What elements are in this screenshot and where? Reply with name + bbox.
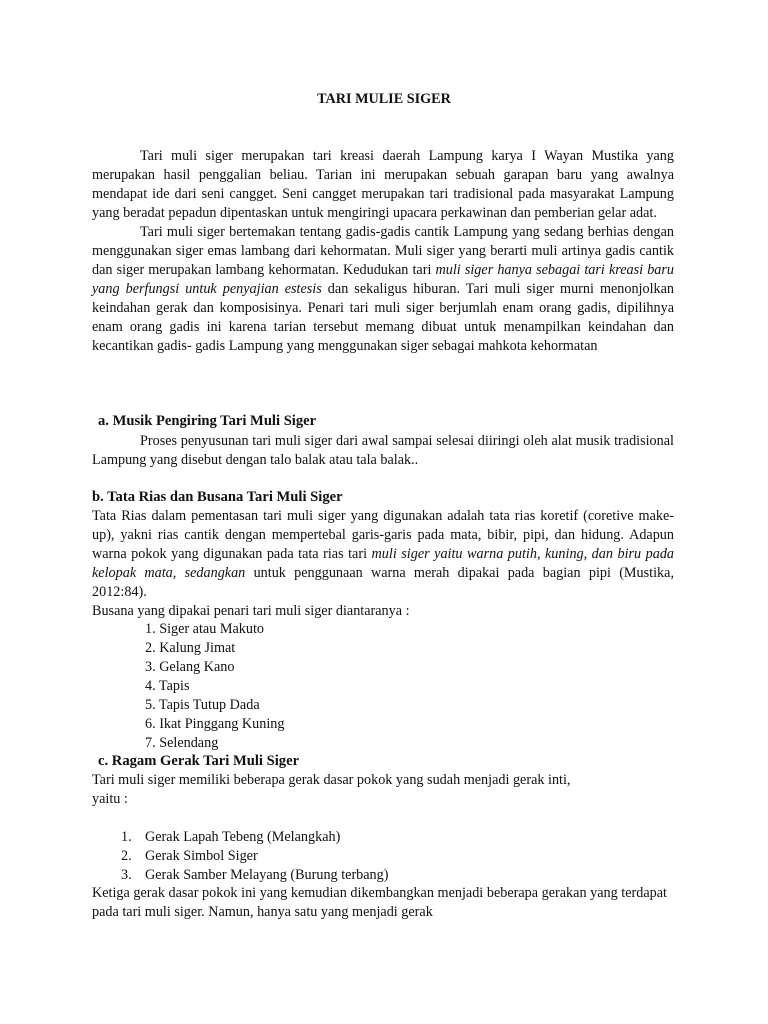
list-item: 5. Tapis Tutup Dada bbox=[145, 697, 260, 713]
section-c-intro-wrap bbox=[92, 771, 674, 809]
section-b-body bbox=[92, 507, 674, 602]
section-b-body-text-a: Tata Rias dalam pementasan tari muli siger yang digunakan adalah tata rias koretif (coretive make-up), yakni rias cantik dengan mempertebal garis-garis pada mata, bibir, pipi, dan hidung. Adapun warna pokok yang digunakan pada tata rias tari bbox=[92, 508, 674, 562]
section-a-heading: a. Musik Pengiring Tari Muli Siger bbox=[98, 413, 317, 429]
list-item-number: 3. bbox=[121, 867, 132, 883]
list-item: 1. Siger atau Makuto bbox=[145, 621, 264, 637]
section-b-body-text-b: untuk penggunaan warna merah dipakai pada bagian pipi (Mustika, 2012:84). bbox=[92, 565, 674, 600]
list-item: 7. Selendang bbox=[145, 735, 219, 751]
list-item: 4. Tapis bbox=[145, 678, 190, 694]
intro-paragraph-2-text-a: Tari muli siger bertemakan tentang gadis-gadis cantik Lampung yang sedang berhias dengan menggunakan siger emas lambang dari kehormatan. Muli siger yang berarti muli artinya gadis cantik dan siger merupakan lambang kehormatan. Kedudukan tari bbox=[92, 224, 674, 278]
list-item-text: Gerak Lapah Tebeng (Melangkah) bbox=[145, 829, 341, 845]
page-title: TARI MULIE SIGER bbox=[317, 91, 451, 107]
list-item: 6. Ikat Pinggang Kuning bbox=[145, 716, 285, 732]
section-c-closing: Ketiga gerak dasar pokok ini yang kemudian dikembangkan menjadi beberapa gerakan yang terdapat pada tari muli siger. Namun, hanya satu yang menjadi gerak bbox=[92, 885, 667, 920]
section-c-closing-wrap bbox=[92, 884, 667, 922]
list-item bbox=[121, 847, 521, 866]
section-b-heading: b. Tata Rias dan Busana Tari Muli Siger bbox=[92, 489, 343, 505]
intro-paragraph-2-text-b: dan sekaligus hiburan. Tari muli siger murni menonjolkan keindahan gerak dan komposisinya. Penari tari muli siger berjumlah enam orang gadis, dipilihnya enam orang gadis ini karena tarian tersebut memang dibuat untuk menampilkan keindahan dan kecantikan gadis- gadis Lampung yang menggunakan siger sebagai mahkota kehormatan bbox=[92, 281, 675, 354]
busana-intro: Busana yang dipakai penari tari muli siger diantaranya : bbox=[92, 603, 410, 619]
section-c-heading: c. Ragam Gerak Tari Muli Siger bbox=[98, 753, 300, 769]
intro-paragraph-1: Tari muli siger merupakan tari kreasi daerah Lampung karya I Wayan Mustika yang merupakan hasil penggalian beliau. Tarian ini merupakan sebuah garapan baru yang awalnya mendapat ide dari seni cangget. Seni cangget merupakan tari tradisional pada masyarakat Lampung yang beradat pepadun dipentaskan untuk mengiringi upacara perkawinan dan pemberian gelar adat. bbox=[92, 148, 674, 221]
list-item-text: Gerak Samber Melayang (Burung terbang) bbox=[145, 867, 389, 883]
list-item bbox=[121, 828, 521, 847]
list-item: 2. Kalung Jimat bbox=[145, 640, 236, 656]
list-item: 3. Gelang Kano bbox=[145, 659, 235, 675]
busana-list bbox=[145, 620, 545, 753]
gerak-list bbox=[121, 828, 521, 885]
section-c-intro-line-1: Tari muli siger memiliki beberapa gerak dasar pokok yang sudah menjadi gerak inti, bbox=[92, 772, 571, 788]
list-item-number: 1. bbox=[121, 829, 132, 845]
intro-paragraph-2-italic: muli siger hanya sebagai tari kreasi baru yang berfungsi untuk penyajian estesis bbox=[92, 262, 675, 297]
intro-section bbox=[92, 147, 674, 356]
section-a-body-wrap bbox=[92, 432, 674, 470]
intro-paragraph-2 bbox=[92, 223, 674, 356]
list-item-text: Gerak Simbol Siger bbox=[145, 848, 258, 864]
section-b-body-italic: muli siger yaitu warna putih, kuning, dan biru pada kelopak mata, sedangkan bbox=[92, 546, 675, 581]
list-item-number: 2. bbox=[121, 848, 132, 864]
list-item bbox=[121, 866, 521, 885]
section-a-body: Proses penyusunan tari muli siger dari awal sampai selesai diiringi oleh alat musik tradisional Lampung yang disebut dengan talo balak atau tala balak.. bbox=[92, 433, 674, 468]
section-b-body-wrap bbox=[92, 507, 674, 621]
section-c-intro-line-2: yaitu : bbox=[92, 791, 128, 807]
